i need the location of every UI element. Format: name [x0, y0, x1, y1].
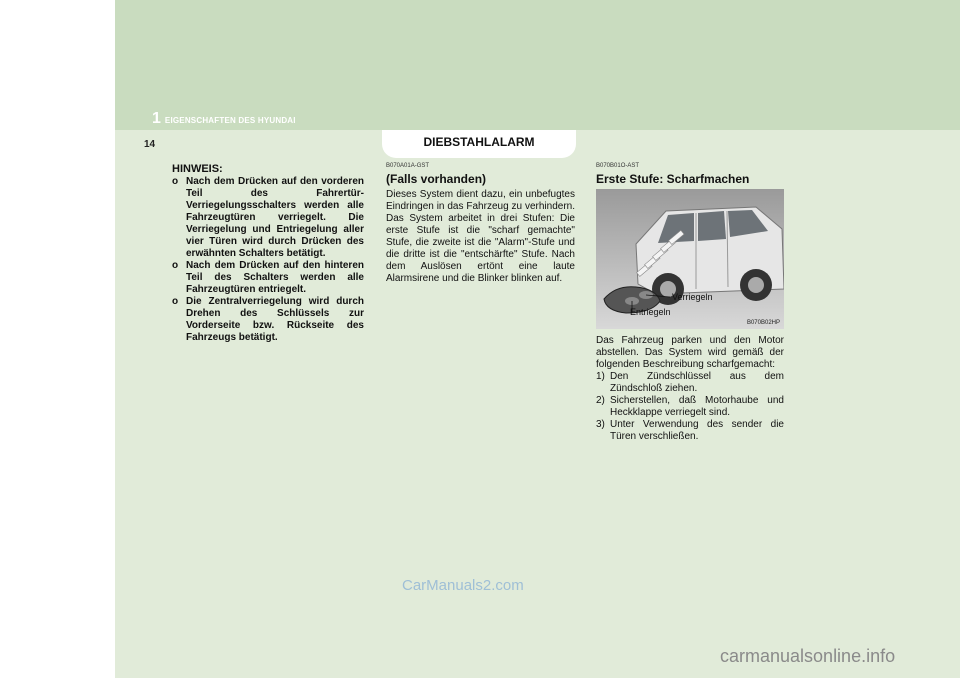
page-number: 14: [144, 139, 156, 150]
notice-bullet: [172, 260, 364, 296]
bullet-text: Nach dem Drücken auf den hinteren Teil des Schalters werden alle Fahrzeugtüren entriegelt.: [186, 260, 364, 295]
footer-watermark: carmanualsonline.info: [720, 646, 896, 666]
section-code: B070B01O-AST: [596, 163, 640, 169]
arming-step: [596, 395, 784, 419]
section-heading: Erste Stufe: Scharfmachen: [596, 172, 750, 186]
arming-intro: Das Fahrzeug parken und den Motor abstellen. Das System wird gemäß der folgenden Beschreibung scharfgemacht:: [596, 335, 784, 370]
lock-label: Verriegeln: [672, 292, 713, 302]
notice-title: HINWEIS:: [172, 163, 223, 175]
section-tab: [382, 130, 576, 158]
chapter-header: [152, 110, 296, 128]
section-code: B070A01A-GST: [386, 163, 430, 169]
notice-column: [172, 163, 364, 344]
arming-step: [596, 371, 784, 395]
unlock-label: Entriegeln: [630, 307, 671, 317]
section-title: DIEBSTAHLALARM: [423, 135, 535, 149]
bullet-text: Die Zentralverriegelung wird durch Drehen des Schlüssels zur Vorderseite bzw. Rückseite des Fahrzeugs betätigt.: [186, 296, 364, 343]
notice-bullet: [172, 296, 364, 344]
car-illustration: [596, 189, 784, 329]
step-number: 2): [596, 395, 605, 406]
arming-step: [596, 419, 784, 443]
bullet-mark: o: [172, 176, 179, 187]
step-number: 3): [596, 419, 605, 430]
step-text: Den Zündschlüssel aus dem Zündschloß ziehen.: [610, 371, 784, 394]
watermark-link[interactable]: CarManuals2.com: [402, 577, 524, 594]
arming-column: [596, 163, 784, 443]
section-body: Dieses System dient dazu, ein unbefugtes Eindringen in das Fahrzeug zu verhindern. Das System arbeitet in drei Stufen: Die erste Stufe ist die "scharf gemachte" Stufe, die zweite ist die "Alarm"-Stufe und die dritte ist die "entschärfte" Stufe. Nach dem Auslösen ertönt eine laute Alarmsirene und die Blinker blinken auf.: [386, 189, 575, 284]
notice-bullet: [172, 176, 364, 260]
chapter-number: 1: [152, 110, 161, 127]
step-number: 1): [596, 371, 605, 382]
figure-code: B070B02HP: [746, 320, 780, 326]
chapter-title: EIGENSCHAFTEN DES HYUNDAI: [164, 116, 296, 125]
bullet-mark: o: [172, 260, 179, 271]
step-text: Sicherstellen, daß Motorhaube und Heckklappe verriegelt sind.: [610, 395, 784, 418]
bullet-mark: o: [172, 296, 179, 307]
intro-column: [386, 163, 575, 285]
section-heading: (Falls vorhanden): [386, 172, 487, 186]
car-key-figure: [596, 189, 784, 329]
bullet-text: Nach dem Drücken auf den vorderen Teil des Fahrertür-Verriegelungsschalters werden alle Fahrzeugtüren verriegelt. Die Verriegelung und Entriegelung aller vier Türen wird durch Drücken des erwähnten Schalters betätigt.: [186, 176, 364, 259]
step-text: Unter Verwendung des sender die Türen verschließen.: [610, 419, 784, 442]
